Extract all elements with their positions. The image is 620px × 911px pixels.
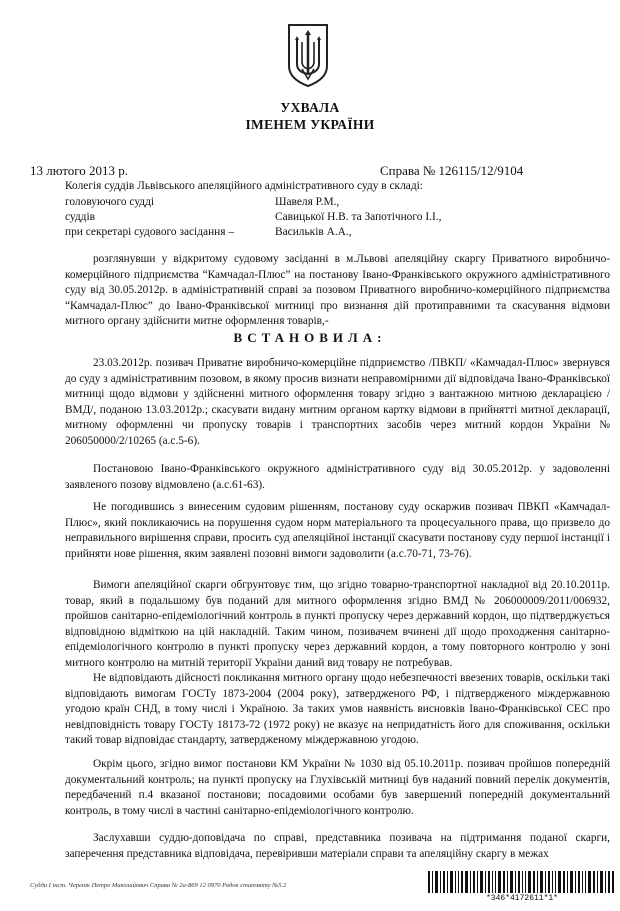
panel-role: головуючого судді	[65, 196, 155, 208]
footer-note: Судди I інст. Черенік Петро Миколайович Справа № 2а-869 12 0970 Рядок статзвіту №5.2	[30, 882, 287, 889]
body-paragraph: Окрім цього, згідно вимог постанови КМ України № 1030 від 05.10.2011р. позивач пройшов попередній документальний контроль; на пункті пропуску на Глухівській митниці був наданий повний перелік документів, передбачений п.4 вказаної постанови; посадовими особами був завершений попередній документальний контроль, в тому числі в частині санітарно-епідеміологічного контролю.	[65, 758, 610, 817]
coat-of-arms-icon	[286, 22, 330, 88]
panel-name: Савицької Н.В. та Запотічного І.І.,	[275, 211, 442, 223]
panel-intro: Колегія суддів Львівського апеляційного адміністративного суду в складі:	[65, 180, 423, 192]
barcode-number: *346*4172611*1*	[485, 894, 558, 903]
body-paragraph: Постановою Івано-Франківського окружного адміністративного суду від 30.05.2012р. у задоволенні заявленого позову відмовлено (а.с.61-63).	[65, 463, 610, 491]
panel-name: Васильків А.А.,	[275, 226, 352, 238]
body-paragraph: Не відповідають дійсності покликання митного органу щодо небезпечності ввезених товарів, оскільки такі відповідають вимогам ГОСТу 1873-2004 (2004 року), затвердженого РФ, і підтвердженого міждержавною угодою країн СНД, в тому числі і Україною. За таких умов наявність висновків Івано-Франківської СЕС про невідповідність товару ГОСТу 18173-72 (1972 року) не вказує на непридатність його для споживання, оскільки такий товар відповідає стандарту, затвердженому міждержавною угодою.	[65, 672, 610, 747]
section-heading: ВСТАНОВИЛА:	[233, 330, 387, 345]
body-paragraph: 23.03.2012р. позивач Приватне виробничо-комерційне підприємство /ПВКП/ «Камчадал-Плюс» звернувся до суду з адміністративним позовом, в якому просив визнати неправомірними дії відповідача Івано-Франківської митниці щодо відмови у здійсненні митного оформлення товару згідно з вантажною митною декларацією /ВМД/, поданою 13.03.2012р.; скасувати видану митним органом картку відмови в прийнятті митної декларації, митному оформленні чи пропуску товарів і транспортних засобів через митний кордон України № 206050000/2/10265 (а.с.5-6).	[65, 357, 610, 447]
intro-paragraph-rest: комерційного підприємства “Камчадал-Плюс” на постанову Івано-Франківського окружного адміністративного суду від 30.05.2012р. в адміністративній справі за позовом Приватного виробничо-комерційного підприємства “Камчадал-Плюс” до Івано-Франківської митниці про визнання дій протиправними та скасування відмови митного органу здійснити митне оформлення товарів,-	[65, 268, 610, 328]
document-subtitle: ІМЕНЕМ УКРАЇНИ	[245, 117, 375, 132]
document-date: 13 лютого 2013 р.	[30, 163, 129, 178]
barcode	[428, 871, 614, 893]
intro-paragraph	[65, 252, 610, 330]
body-paragraph: Не погодившись з винесеним судовим рішенням, постанову суду оскаржив позивач ПВКП «Камчадал-Плюс», який покликаючись на порушення судом норм матеріального та процесуального права, що призвело до неправильного вирішення справи, просить суд апеляційної інстанції скасувати постанову суду першої інстанції і прийняти нове рішення, яким заявлені позовні вимоги задоволити (а.с.70-71, 73-76).	[65, 501, 610, 560]
panel-role: суддів	[65, 211, 96, 223]
panel-name: Шавеля Р.М.,	[275, 196, 340, 208]
panel-role: при секретарі судового засідання –	[65, 226, 235, 238]
document-title: УХВАЛА	[280, 100, 340, 115]
body-paragraph: Вимоги апеляційної скарги обгрунтовує тим, що згідно товарно-транспортної накладної від 20.10.2011р. товар, який в подальшому був поданий для митного оформлення згідно ВМД № 206000009/2011/006932, пройшов санітарно-епідеміологічний контроль в пункті пропуску через державний кордон, що підтверджується відповідною відміткою на цій накладній. Таким чином, позивачем вчинені дії щодо проходження санітарно-епідеміологічного контролю в пункті пропуску через державний кордон, а тому повторного контролю у зоні митного контролю на митній території України даний вид товару не потребував.	[65, 579, 610, 669]
intro-paragraph-first: розглянувши у відкритому судовому засіданні в м.Львові апеляційну скаргу Приватного виробничо-	[93, 253, 610, 265]
case-number: Справа № 126115/12/9104	[380, 163, 524, 178]
body-paragraph: Заслухавши суддю-доповідача по справі, представника позивача на підтримання поданої скарги, заперечення представника відповідача, перевіривши матеріали справи та апеляційну скаргу в межах	[65, 832, 610, 860]
